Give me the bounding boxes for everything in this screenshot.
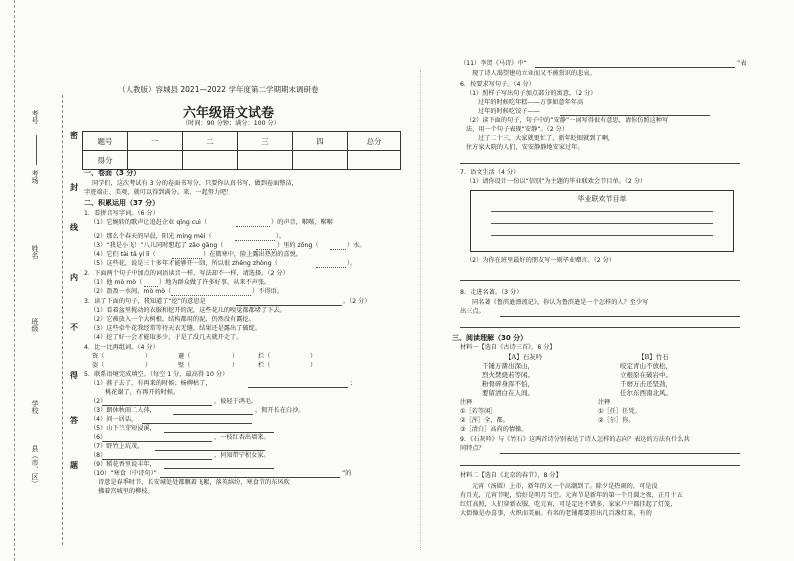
- question-1-3-tail: ）水。: [347, 242, 366, 249]
- binding-label-name: 姓名: [31, 245, 39, 259]
- section-1-text: 同学们，这次考试有 3 分的卷面书写分，只要你认真书写，做到卷面整洁，: [92, 180, 298, 187]
- question-1: 1．看拼音写字词。（6 分）: [84, 210, 159, 217]
- question-5: 5．联系语境完成填空。（每空 1 分，最高得 10 分）: [84, 371, 229, 378]
- word-pair: 避（: [178, 353, 191, 360]
- binding-label-exam-room: 考场: [31, 170, 39, 184]
- program-line[interactable]: [491, 211, 713, 212]
- question-8-text: 出三点。: [460, 308, 485, 315]
- binding-label-county: 县（市、区）: [31, 445, 39, 487]
- answer-line[interactable]: [460, 464, 740, 466]
- score-table-header-row: [83, 132, 401, 151]
- question-5-1: （1）燕子去了，有再来的时候；杨柳枯了，: [90, 380, 212, 387]
- program-box: [470, 190, 734, 252]
- question-5-1-cont: 桃花谢了，有再开的时候。: [105, 389, 180, 396]
- answer-line[interactable]: [102, 452, 212, 460]
- question-5-3-tail: ，佣开长在白沙。: [255, 407, 305, 414]
- answer-line[interactable]: [560, 108, 710, 116]
- score-header-cell: 题号: [83, 132, 128, 151]
- question-5-8: （8）: [90, 452, 107, 459]
- program-line[interactable]: [491, 223, 713, 224]
- word-pair-close: ）: [310, 353, 317, 360]
- answer-blank[interactable]: [144, 279, 158, 287]
- poem-b-line: 咬定青山不放松，: [620, 362, 672, 370]
- binding-label-class: 班级: [31, 318, 39, 332]
- score-input-cell[interactable]: [348, 151, 401, 170]
- question-2-2: （2）盈盈一水间，mò mò（: [90, 288, 172, 295]
- answer-blank[interactable]: [172, 251, 202, 259]
- note-left: ①［若等闲］: [460, 408, 497, 415]
- question-6-1-prompt: 过年的时候吃饺子——: [478, 108, 540, 115]
- question-5-10-text: 诗意是春季时节，长安城处处都飘着飞絮，落英缤纷，寒食节的东风吹: [98, 479, 290, 486]
- seal-line: [62, 95, 64, 545]
- answer-line[interactable]: [236, 298, 342, 306]
- score-header-cell: 三: [238, 132, 293, 151]
- question-5-1-tail: ；: [350, 380, 357, 387]
- seal-char-1: 密: [70, 131, 78, 140]
- poem-b-line: 千磨万击还坚劲，: [620, 380, 672, 388]
- score-input-cell[interactable]: [128, 151, 183, 170]
- question-5-10-text: 拂着宫城里的柳枝。: [98, 488, 154, 495]
- question-7-2: （2）为你在班里最好的朋友写一则毕业赠言。（2 分）: [466, 257, 616, 264]
- program-line[interactable]: [491, 235, 713, 236]
- score-header-cell: 总分: [348, 132, 401, 151]
- question-1-2: （2）那么个春天的早晨，阳光 míng mèi（: [90, 233, 212, 240]
- section-1-heading: 一、卷面（3 分）: [84, 169, 141, 177]
- question-3-2: （2）它被放入一个大树根，结构都用的泥，仍然没有露挖。: [90, 316, 255, 323]
- page-fold: [420, 70, 422, 550]
- binding-cut-line: [14, 0, 16, 561]
- question-1-3: （3）“我是小飞！”八儿同时想起了 zǎo gāng（: [90, 242, 224, 249]
- binding-fill-line: [36, 135, 38, 165]
- material-2-text: 红灯高照，人们穿新衣服，吃元宵，可是定还不错多，家家户户都挂起了灯笼，: [460, 501, 677, 508]
- question-6-2-sample: 过了二十三，大家就更忙了，新年眨眼就到了啊，: [478, 135, 615, 142]
- score-table-score-row: [83, 151, 401, 170]
- question-6-1-example: 过年的时候吃年糕——万事如意年年高: [478, 99, 584, 106]
- poem-a-line: 粉骨碎身浑不怕，: [482, 380, 534, 388]
- question-5-6: （6）: [90, 434, 107, 441]
- question-6-2: （2）读下面的句子，句子中的“安静”一词写得很有意思，请你仿照这种写: [466, 117, 669, 124]
- question-3-3: （3）这些牵牛花我经常等待天衣无缝，结果还是露出了破绽。: [90, 325, 261, 332]
- question-5-5: （5）山下兰芽短浸溪，: [90, 425, 156, 432]
- answer-line[interactable]: [142, 416, 252, 424]
- question-6: 6．按要求写句子。（4 分）: [460, 81, 535, 88]
- answer-line[interactable]: [460, 162, 740, 164]
- notes-right-title: 注释: [598, 399, 611, 406]
- word-pair: 姿（: [92, 362, 105, 369]
- question-9: 9．《石灰吟》与《竹石》这两首诗分别表达了诗人怎样的志向？表达的方法有什么共: [460, 436, 690, 443]
- answer-line[interactable]: [164, 461, 274, 469]
- note-left: ③［清白］高尚的情操。: [460, 426, 528, 433]
- question-5-6-tail: ，一枝红杏出墙来。: [214, 434, 270, 441]
- score-header-cell: 一: [128, 132, 183, 151]
- question-5-9: （9）稻花香里说丰年，: [90, 461, 156, 468]
- score-input-cell[interactable]: [183, 151, 238, 170]
- question-9-cont: 同特点？: [460, 445, 485, 452]
- answer-line[interactable]: [535, 60, 735, 68]
- question-6-2-sample: 住方家大院的人们，安安静静地安家过年。: [466, 144, 584, 151]
- question-5-7: （7）野竹上坑茂，: [90, 443, 144, 450]
- note-left: ②［浑］全，都。: [460, 417, 509, 424]
- word-pair: 拦（: [258, 353, 271, 360]
- poem-a-line: 烈火焚烧若等闲。: [482, 371, 534, 379]
- answer-line[interactable]: [164, 425, 274, 433]
- question-5-2: （2）: [90, 398, 107, 405]
- answer-line[interactable]: [102, 434, 212, 442]
- poem-a-title: 【A】石灰吟: [505, 353, 543, 361]
- question-2-2-tail: ）不得语。: [252, 288, 283, 295]
- section-3-heading: 三、阅读理解（30 分）: [452, 334, 528, 342]
- question-1-4-tail: ）在微寒中，险上露出热烈的喜悦。: [203, 251, 302, 258]
- question-1-1: （1）它婉转的歌声让追赶企业 qīng cuì（: [90, 219, 208, 226]
- score-header-cell: 二: [183, 132, 238, 151]
- question-3-1: （1）看着盆里搅动的衣服和挖开的泥，这些花儿的嗅觉都都堵了下去。: [90, 307, 286, 314]
- question-8: 8．走进名著。（3 分）: [460, 289, 523, 296]
- answer-line[interactable]: [155, 443, 265, 451]
- answer-line[interactable]: [460, 279, 740, 281]
- answer-blank[interactable]: [330, 242, 346, 250]
- answer-line[interactable]: [500, 452, 740, 454]
- question-5-10: （10）“寒食（中诗句）”: [90, 470, 157, 477]
- poem-a-line: 要留清白在人间。: [482, 389, 534, 397]
- answer-line[interactable]: [160, 470, 340, 478]
- seal-char-8: 题: [70, 461, 78, 470]
- answer-blank[interactable]: [236, 219, 270, 227]
- exam-subtitle: （人教版）容城县 2021—2022 学年度第二学期期末调研卷: [118, 85, 319, 94]
- score-table: [82, 131, 401, 170]
- question-8-text: 同名著《鲁滨逊漂流记》，你认为鲁滨逊是一个怎样的人？至少写: [472, 299, 649, 306]
- word-pair-close: ）: [310, 362, 317, 369]
- score-header-cell: 四: [293, 132, 348, 151]
- answer-line[interactable]: [102, 398, 212, 406]
- question-3: 3．读了下面的句子，我知道了“挖”的意思是: [84, 298, 206, 305]
- question-6-1: （1）照样子写出句子加点部分的寓意。（2 分）: [466, 90, 597, 97]
- binding-label-school: 学校: [31, 400, 39, 414]
- time-info: （时间：90 分钟；满分：100 分）: [182, 120, 280, 127]
- word-pair-close: ）: [232, 353, 239, 360]
- question-1-1-tail: ）的声音，啭啭，啭啭: [271, 219, 333, 226]
- answer-line[interactable]: [173, 407, 253, 415]
- word-pair-close: ）: [145, 353, 152, 360]
- seal-char-5: 不: [70, 323, 78, 332]
- material-2-text: 有月光，元宵节呢，恰好是明月当空。元宵节是新年的第一个月圆之夜，正月十五: [460, 492, 683, 499]
- seal-char-3: 线: [70, 223, 78, 232]
- notes-left-title: 注释: [460, 399, 473, 406]
- word-pair: 资（: [92, 353, 105, 360]
- question-5-11-cont: 现了诗人渴望建功立业而又不被赏识的悲哀。: [472, 70, 596, 77]
- word-pair: 壁（: [178, 362, 191, 369]
- answer-blank[interactable]: [171, 288, 251, 296]
- question-5-4: （4）问一居话，: [90, 416, 138, 423]
- section-2-heading: 二、积累运用（37 分）: [84, 199, 160, 207]
- question-2-1-tail: ）地为群众做了许多好事，从来不声张。: [159, 279, 271, 286]
- binding-label-exam-id: 考号: [31, 110, 39, 124]
- word-pair-close: ）: [145, 362, 152, 369]
- question-2-1: （1）他 mò mò（: [90, 279, 143, 286]
- answer-blank[interactable]: [235, 233, 275, 241]
- question-5-2-tail: ，彼轻于鸿毛。: [214, 398, 258, 405]
- question-5-11-tail: ”表: [737, 60, 747, 67]
- material-2-text: 元宵（汤圆）上市，新年的又一个高潮到了。除夕是热闹的，可是没: [472, 483, 658, 490]
- question-4: 4．比一比再组词。（4 分）: [84, 344, 159, 351]
- seal-char-4: 内: [70, 273, 78, 282]
- question-1-2-tail: ）。: [276, 233, 286, 240]
- score-input-cell[interactable]: [238, 151, 293, 170]
- question-1-3-mid: ）里的 zōng（: [277, 242, 319, 249]
- material-2-title: 材料二【选自《北京的春节》，8 分】: [460, 472, 562, 479]
- question-7: 7．语文生活（4 分）: [460, 169, 520, 176]
- question-3-4: （4）挖了好一会才能取多少，于是了没几天就开走了。: [90, 334, 243, 341]
- answer-blank[interactable]: [256, 242, 276, 250]
- seal-char-6: 得: [70, 371, 78, 380]
- material-2-text: 大街像是办喜事，火炽而美丽。有名的老铺都要挂出几百盏灯来，有的: [460, 510, 652, 517]
- poem-a-line: 千锤万凿出深山，: [482, 362, 534, 370]
- question-5-11: （11）李贺《马诗》中“: [460, 60, 527, 67]
- poem-b-title: 【B】竹石: [638, 353, 669, 361]
- program-box-title: 毕业联欢节目单: [577, 195, 627, 203]
- question-1-5: （5）这些花，说是三十多年才能够开一回，所以很 zhēng zhòng（: [90, 260, 278, 267]
- question-2: 2．下面两个句子中加点的词语读音一样，写法却不一样，请选择。（2 分）: [84, 270, 289, 277]
- question-5-10-tail: ”的: [342, 470, 352, 477]
- answer-line[interactable]: [500, 315, 740, 317]
- question-6-2-req: 法，用一个句子表现“安静”。（2 分）: [466, 126, 569, 133]
- answer-line[interactable]: [248, 380, 348, 388]
- answer-blank[interactable]: [316, 260, 346, 268]
- poem-b-line: 立根原在破岩中。: [620, 371, 672, 379]
- note-right: ①［任］任凭。: [598, 408, 641, 415]
- score-row-label: 得分: [83, 151, 128, 170]
- score-input-cell[interactable]: [293, 151, 348, 170]
- seal-char-2: 封: [70, 183, 78, 192]
- seal-char-7: 答: [70, 416, 78, 425]
- question-1-4: （4）它们 tài tā yí lì（: [90, 251, 156, 258]
- word-pair-close: ）: [232, 362, 239, 369]
- word-pair: 栏（: [258, 362, 271, 369]
- question-3-tail: 。（2 分）: [343, 298, 371, 305]
- page-title: 六年级语文试卷: [183, 106, 275, 121]
- question-1-5-tail: ）。: [347, 260, 357, 267]
- material-1-title: 材料一【选自《古诗三首》，6 分】: [460, 344, 556, 351]
- answer-line[interactable]: [460, 326, 740, 328]
- poem-b-line: 任尔东西南北风。: [620, 389, 672, 397]
- question-5-3: （3）朗休秋雨二人萍，: [90, 407, 156, 414]
- section-1-text: 字迹端正、美观，就可以得到满分。来，一起努力吧！: [84, 189, 233, 196]
- note-right: ②［尔］你。: [598, 417, 635, 424]
- question-7-1: （1）请你设计一份以“信别”为主题的毕业联欢会节目单。（2 分）: [466, 178, 647, 185]
- question-5-8-tail: ，何知带宁积女家。: [214, 452, 270, 459]
